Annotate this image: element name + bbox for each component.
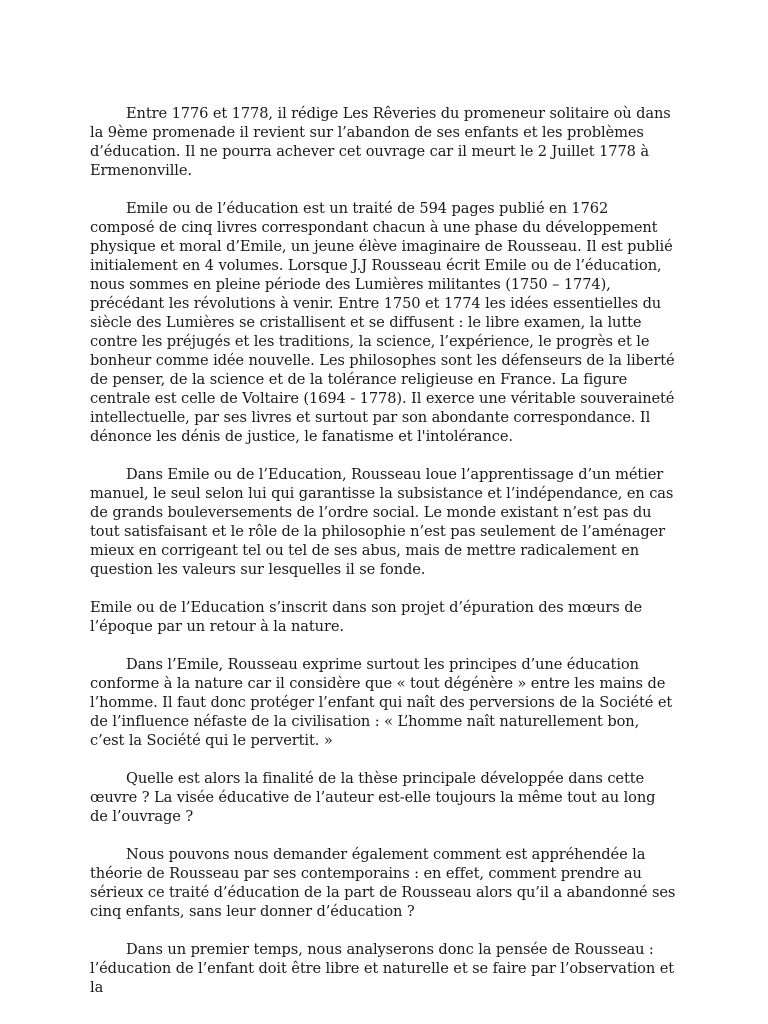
paragraph-reveries: Entre 1776 et 1778, il rédige Les Rêveries du promeneur solitaire où dans la 9ème promenade il revient sur l’abandon de ses enfants et les problèmes d’éducation. Il ne pourra achever cet ouvrage car il meurt le 2 Juillet 1778 à Ermenonville. [90,105,671,179]
paragraph-nature: Dans l’Emile, Rousseau exprime surtout les principes d’une éducation conforme à la nature car il considère que « tout dégénère » entre les mains de l’homme. Il faut donc protéger l’enfant qui naît des perversions de la Société et de l’influence néfaste de la civilisation : « L’homme naît naturellement bon, c’est la Société qui le pervertit. » [90,656,673,749]
paragraph-problematique: Quelle est alors la finalité de la thèse principale développée dans cette œuvre ? La visée éducative de l’auteur est-elle toujours la même tout au long de l’ouvrage ? [90,770,656,825]
paragraph-contemporains: Nous pouvons nous demander également comment est appréhendée la théorie de Rousseau par ses contemporains : en effet, comment prendre au sérieux ce traité d’éducation de la part de Rousseau alors qu’il a abandonné ses cinq enfants, sans leur donner d’éducation ? [90,846,676,920]
paragraph-epuration: Emile ou de l’Education s’inscrit dans son projet d’épuration des mœurs de l’époque par un retour à la nature. [90,599,642,635]
paragraph-apprentissage: Dans Emile ou de l’Education, Rousseau loue l’apprentissage d’un métier manuel, le seul selon lui qui garantisse la subsistance et l’indépendance, en cas de grands bouleversements de l’ordre social. Le monde existant n’est pas du tout satisfaisant et le rôle de la philosophie n’est pas seulement de l’aménager mieux en corrigeant tel ou tel de ses abus, mais de mettre radicalement en question les valeurs sur lesquelles il se fonde. [90,466,674,578]
paragraph-emile-traite: Emile ou de l’éducation est un traité de 594 pages publié en 1762 composé de cinq livres correspondant chacun à une phase du développement physique et moral d’Emile, un jeune élève imaginaire de Rousseau. Il est publié initialement en 4 volumes. Lorsque J.J Rousseau écrit Emile ou de l’éducation, nous sommes en pleine période des Lumières militantes (1750 – 1774), précédant les révolutions à venir. Entre 1750 et 1774 les idées essentielles du siècle des Lumières se cristallisent et se diffusent : le libre examen, la lutte contre les préjugés et les traditions, la science, l’expérience, le progrès et le bonheur comme idée nouvelle. Les philosophes sont les défenseurs de la liberté de penser, de la science et de la tolérance religieuse en France. La figure centrale est celle de Voltaire (1694 - 1778). Il exerce une véritable souveraineté intellectuelle, par ses livres et surtout par son abondante correspondance. Il dénonce les dénis de justice, le fanatisme et l'intolérance. [90,200,675,445]
paragraph-plan: Dans un premier temps, nous analyserons donc la pensée de Rousseau : l’éducation de l’enfant doit être libre et naturelle et se faire par l’observation et la [90,941,675,996]
document-page [90,104,676,1016]
